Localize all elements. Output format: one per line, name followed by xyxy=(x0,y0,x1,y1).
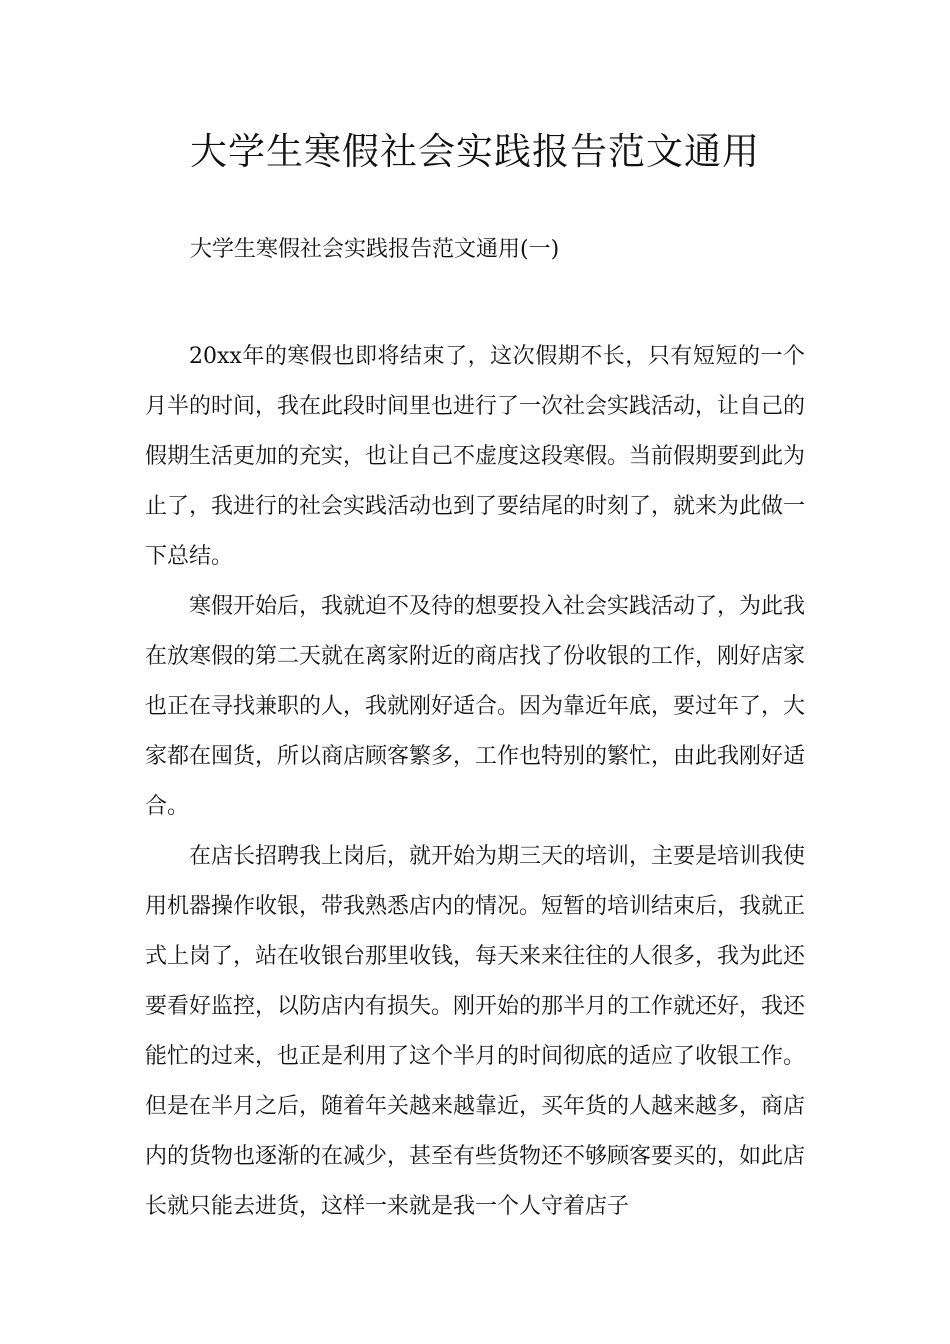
document-body xyxy=(145,332,805,1232)
paragraph-3: 在店长招聘我上岗后，就开始为期三天的培训，主要是培训我使用机器操作收银，带我熟悉店内的情况。短暂的培训结束后，我就正式上岗了，站在收银台那里收钱，每天来来往往的人很多，我为此还要看好监控，以防店内有损失。刚开始的那半月的工作就还好，我还能忙的过来，也正是利用了这个半月的时间彻底的适应了收银工作。但是在半月之后，随着年关越来越靠近，买年货的人越来越多，商店内的货物也逐渐的在减少，甚至有些货物还不够顾客要买的，如此店长就只能去进货，这样一来就是我一个人守着店子 xyxy=(145,844,806,1219)
paragraph-2: 寒假开始后，我就迫不及待的想要投入社会实践活动了，为此我在放寒假的第二天就在离家附近的商店找了份收银的工作，刚好店家也正在寻找兼职的人，我就刚好适合。因为靠近年底，要过年了，大家都在囤货，所以商店顾客繁多，工作也特别的繁忙，由此我刚好适合。 xyxy=(145,594,806,819)
document-title: 大学生寒假社会实践报告范文通用 xyxy=(190,130,760,173)
paragraph-1: 20xx年的寒假也即将结束了，这次假期不长，只有短短的一个月半的时间，我在此段时间里也进行了一次社会实践活动，让自己的假期生活更加的充实，也让自己不虚度这段寒假。当前假期要到此为止了，我进行的社会实践活动也到了要结尾的时刻了，就来为此做一下总结。 xyxy=(145,344,806,569)
document-subtitle: 大学生寒假社会实践报告范文通用(一) xyxy=(190,237,560,262)
